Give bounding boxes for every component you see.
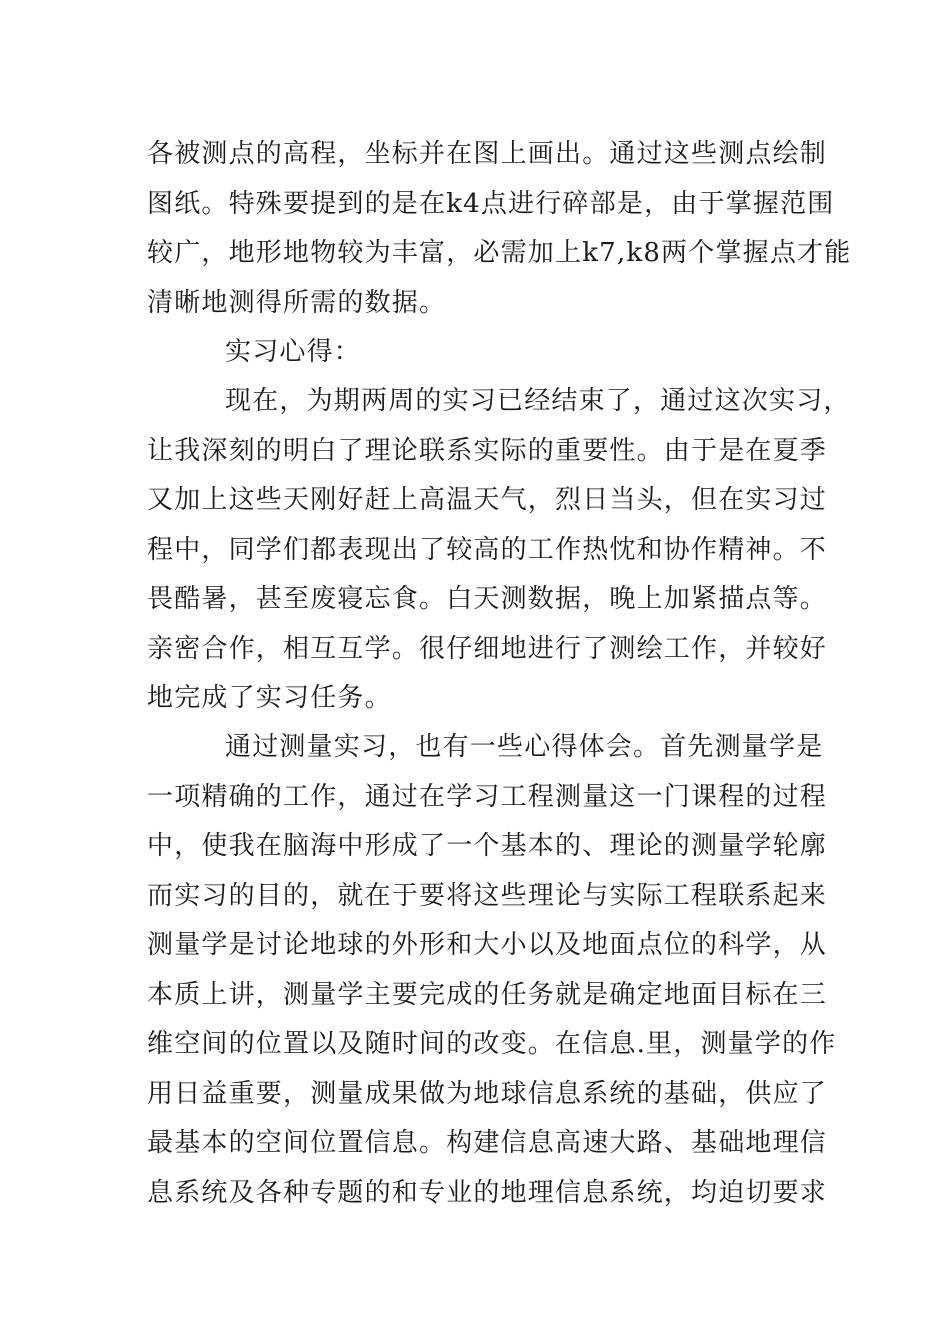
text-line: 本质上讲，测量学主要完成的任务就是确定地面目标在三	[147, 979, 828, 1010]
text-line: 图纸。特殊要提到的是在k4点进行碎部是，由于掌握范围	[147, 188, 835, 219]
text-line: 而实习的目的，就在于要将这些理论与实际工程联系起来	[147, 880, 828, 911]
text-line: 维空间的位置以及随时间的改变。在信息.里，测量学的作	[147, 1029, 837, 1059]
text-line: 息系统及各种专题的和专业的地理信息系统，均迫切要求	[147, 1177, 828, 1208]
text-line: 通过测量实习，也有一些心得体会。首先测量学是	[225, 732, 824, 762]
text-line: 最基本的空间位置信息。构建信息高速大路、基础地理信	[147, 1128, 828, 1158]
text-line: 亲密合作，相互互学。很仔细地进行了测绘工作，并较好	[147, 633, 828, 664]
text-line: 较广，地形地物较为丰富，必需加上k7,k8两个掌握点才能	[147, 238, 852, 268]
text-line: 各被测点的高程，坐标并在图上画出。通过这些测点绘制	[147, 139, 828, 169]
section-heading-internship-reflection	[147, 328, 807, 378]
text-line: 程中，同学们都表现出了较高的工作热忱和协作精神。不	[147, 534, 828, 565]
text-line: 测量学是讨论地球的外形和大小以及地面点位的科学，从	[147, 930, 828, 960]
paragraph-surveying-insights	[147, 723, 837, 1218]
paragraph-internship-summary	[147, 377, 851, 724]
text-line: 一项精确的工作，通过在学习工程测量这一门课程的过程	[147, 781, 828, 812]
text-line: 又加上这些天刚好赶上高温天气，烈日当头，但在实习过	[147, 485, 828, 515]
text-line: 用日益重要，测量成果做为地球信息系统的基础，供应了	[147, 1078, 828, 1109]
text-line: 地完成了实习任务。	[147, 683, 392, 713]
section-heading: 实习心得：	[225, 337, 362, 367]
text-line: 清晰地测得所需的数据。	[147, 287, 447, 318]
paragraph-survey-points	[147, 130, 852, 328]
text-line: 让我深刻的明白了理论联系实际的重要性。由于是在夏季	[147, 435, 828, 466]
text-line: 现在，为期两周的实习已经结束了，通过这次实习，	[225, 386, 851, 416]
text-line: 畏酷暑，甚至废寝忘食。白天测数据，晚上加紧描点等。	[147, 584, 828, 614]
text-line: 中，使我在脑海中形成了一个基本的、理论的测量学轮廓	[147, 831, 828, 861]
